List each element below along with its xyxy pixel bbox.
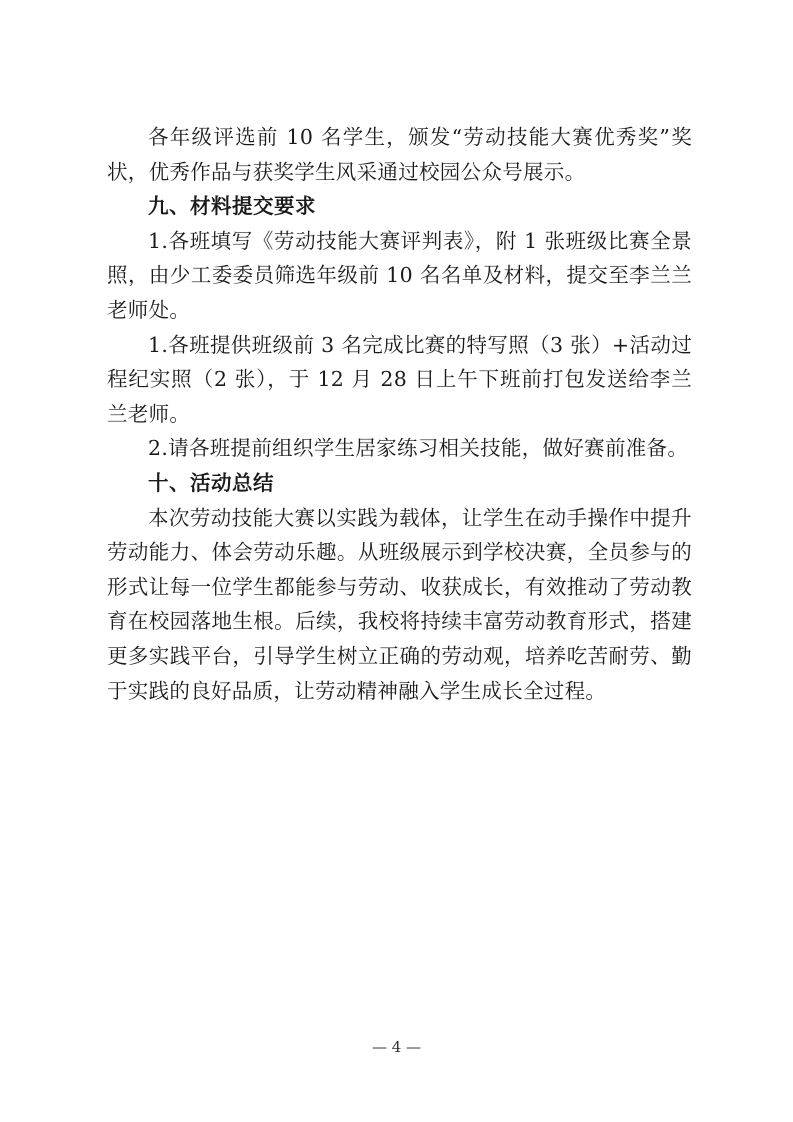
section-10-heading: 十、活动总结 xyxy=(148,470,274,495)
section-9-item-2: 2.请各班提前组织学生居家练习相关技能，做好赛前准备。 xyxy=(148,436,689,461)
document-body xyxy=(107,120,692,708)
page-number: — 4 — xyxy=(371,1038,422,1056)
section-9-item-1a: 1.各班填写《劳动技能大赛评判表》，附 1 张班级比赛全景照，由少工委委员筛选年级前 10 名名单及材料，提交至李兰兰老师处。 xyxy=(107,228,692,322)
section-9-heading: 九、材料提交要求 xyxy=(148,194,316,219)
awards-paragraph: 各年级评选前 10 名学生，颁发“劳动技能大赛优秀奖”奖状，优秀作品与获奖学生风采通过校园公众号展示。 xyxy=(107,125,692,184)
section-9-item-1b: 1.各班提供班级前 3 名完成比赛的特写照（3 张）+活动过程纪实照（2 张），于 12 月 28 日上午下班前打包发送给李兰兰老师。 xyxy=(107,332,692,426)
section-10-body: 本次劳动技能大赛以实践为载体，让学生在动手操作中提升劳动能力、体会劳动乐趣。从班级展示到学校决赛，全员参与的形式让每一位学生都能参与劳动、收获成长，有效推动了劳动教育在校园落地生根。后续，我校将持续丰富劳动教育形式，搭建更多实践平台，引导学生树立正确的劳动观，培养吃苦耐劳、勤于实践的良好品质，让劳动精神融入学生成长全过程。 xyxy=(107,505,692,703)
